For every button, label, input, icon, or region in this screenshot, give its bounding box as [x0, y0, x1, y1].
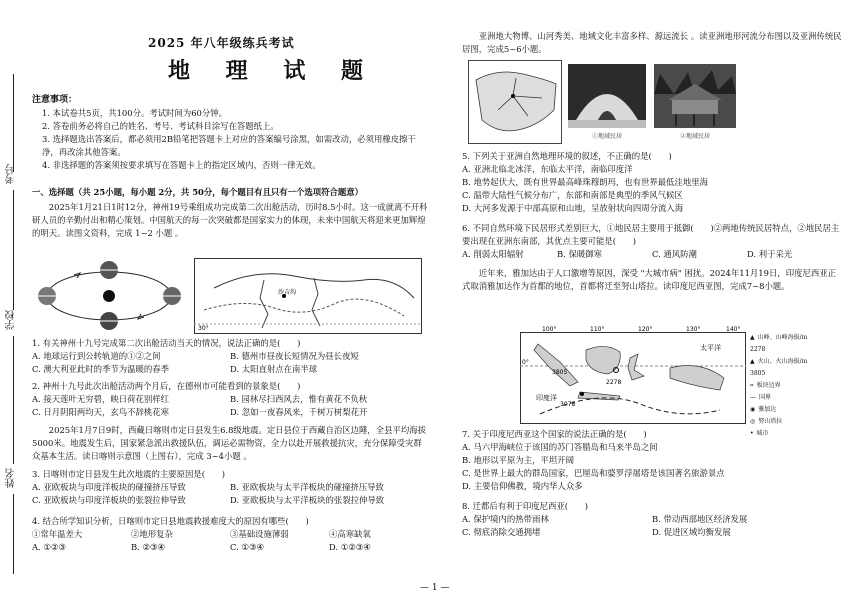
- option-a[interactable]: A. 地球运行到公转轨道的①②之间: [32, 351, 161, 362]
- notice-item: 1. 本试卷共5页，共100分。考试时间为60分钟。: [42, 108, 227, 118]
- notice-item: 3. 选择题选出答案后，都必须用2B铅笔把答题卡上对应的答案编号涂黑，如需改动，必须用橡皮擦干净，再改涂其他答案。: [42, 134, 416, 158]
- ocean-label-indian: 印度洋: [536, 394, 557, 402]
- earth-orbit-diagram: [34, 258, 184, 334]
- jakarta-marker: [580, 392, 584, 396]
- capital-icon: ◉: [750, 406, 756, 414]
- question-stem: 3. 日喀则市定日县发生此次地震的主要原因是( ): [32, 469, 226, 479]
- longitude-label: 110°: [590, 326, 605, 333]
- passage-2: 2025年1月7日9时，西藏日喀则市定日县发生6.8级地震。定日县位于西藏自治区边陲，全县平均海拔5000米。地震发生后，国家紧急派出救援队伍，调运必需物资，全力以赴开展救援抗灾，充分保障受灾群众基本生活。读日喀则示意图（上图右），完成 3~4小题 。: [32, 425, 427, 462]
- candidate-sidebar: [0, 0, 26, 603]
- option-d[interactable]: D. 忽如一夜春风来，千树万树梨花开: [230, 407, 368, 418]
- option-a[interactable]: A. ①②③: [32, 542, 66, 553]
- map-label-lat: 30°: [198, 325, 209, 332]
- figure-2: [468, 60, 738, 144]
- sidebar-line-bottom: [13, 336, 14, 464]
- option-b[interactable]: B. 德州市昼夜长短情况为昼长夜短: [230, 351, 359, 362]
- longitude-label: 100°: [542, 326, 557, 333]
- option-a[interactable]: A. 亚洲北临北冰洋，东临太平洋，南临印度洋: [462, 164, 633, 175]
- statement-item: ②地形复杂: [131, 529, 173, 540]
- legend-item: ╍ 板块边界: [750, 382, 781, 390]
- option-b[interactable]: B. 园林尽扫西风去，惟有黄花不负秋: [230, 394, 368, 405]
- mountain-icon: ▲: [750, 334, 755, 342]
- legend-item: ◉ 雅加达: [750, 406, 777, 414]
- right-column: [462, 0, 842, 603]
- legend-item: ▲ 山峰、山峰海拔/m: [750, 334, 808, 342]
- right-intro: 亚洲地大物博、山河秀美、地域文化丰富多样、源远流长 。读亚洲地形河流分布图以及亚洲传统民居图，完成5~6小题。: [462, 31, 842, 55]
- indonesia-map: [520, 324, 746, 424]
- legend-item: • 城市: [750, 430, 769, 438]
- option-c[interactable]: C. 亚欧板块与印度洋板块的张裂拉伸导致: [32, 495, 186, 506]
- subject-title: 地 理 试 题: [168, 58, 377, 84]
- option-b[interactable]: B. 带动西部地区经济发展: [652, 514, 748, 525]
- question-4: [32, 515, 428, 554]
- map-legend: [750, 332, 822, 440]
- longitude-label: 130°: [686, 326, 701, 333]
- new-capital-icon: ◎: [750, 418, 756, 426]
- option-a[interactable]: A. 马六甲海峡位于该国的苏门答腊岛和马来半岛之间: [462, 442, 658, 453]
- question-3: [32, 468, 428, 507]
- map-label-place: 沙吉沟: [278, 289, 297, 296]
- igloo-image: [568, 64, 646, 128]
- left-column: [28, 0, 428, 603]
- option-b[interactable]: B. 地势起伏大，既有世界最高峰珠穆朗玛，也有世界最低洼地里海: [462, 177, 708, 188]
- peak-label: 2278: [606, 379, 622, 386]
- option-d[interactable]: D. 大河多发源于中部高原和山地，呈放射状向四周分流入海: [462, 203, 684, 214]
- peak-label: 3078: [560, 401, 576, 408]
- photo-caption-1: ①地域民居: [591, 133, 622, 141]
- question-7: [462, 428, 842, 493]
- option-a[interactable]: A. 接天莲叶无穷碧，映日荷花别样红: [32, 394, 169, 405]
- sidebar-line-top: [13, 74, 14, 172]
- option-d[interactable]: D. ①②③④: [329, 542, 371, 553]
- option-d[interactable]: D. 太阳直射点在南半球: [230, 364, 318, 375]
- longitude-label: 120°: [638, 326, 653, 333]
- sidebar-label-name: 姓名: [6, 468, 17, 488]
- option-c[interactable]: C. ①③④: [230, 542, 264, 553]
- option-d[interactable]: D. 促进区域均衡发展: [652, 527, 731, 538]
- question-stem: 4. 结合所学知识分析，日喀则市定日县地震救援难度大的原因有哪些( ): [32, 516, 309, 526]
- sidebar-line-end: [13, 494, 14, 574]
- option-d[interactable]: D. 亚欧板块与太平洋板块的张裂拉伸导致: [230, 495, 385, 506]
- legend-item: — 国界: [750, 394, 772, 402]
- question-stem: 2. 神州十九号此次出舱活动两个月后，在德州市可能看到的景象是( ): [32, 381, 301, 391]
- option-c[interactable]: C. 通风防潮: [652, 249, 697, 260]
- dwelling-photo-2: [654, 64, 736, 141]
- question-stem: 6. 不同自然环境下民居形式差别巨大，①地民居主要用于抵御( )②两地传统民居特点，②地民居主要出现在亚洲东南部，其优点主要可能是( ): [462, 223, 840, 247]
- longitude-label: 140°: [726, 326, 741, 333]
- ocean-label-pacific: 太平洋: [700, 344, 721, 352]
- legend-item: ▲ 火山、火山海拔/m: [750, 358, 808, 366]
- question-6: [462, 222, 842, 261]
- sidebar-label-exam-no: 考号: [6, 164, 17, 184]
- passage-3: 近年来，雅加达由于人口激增等原因，深受 "大城市病" 困扰。2024年11月19日，印度尼西亚正式取消雅加达作为首都的地位，首都将迁至努山塔拉。读印度尼西亚图，完成7~8小题。: [462, 268, 836, 292]
- question-8: [462, 500, 842, 539]
- plate-boundary-icon: ╍: [750, 382, 754, 390]
- section-heading: 一、选择题（共 25小题，每小题 2分，共 50分，每个题目有且只有一个选项符合题意）: [32, 187, 364, 197]
- option-a[interactable]: A. 亚欧板块与印度洋板块的碰撞挤压导致: [32, 482, 186, 493]
- statement-item: ③基础设施薄弱: [230, 529, 289, 540]
- dwelling-photo-1: [568, 64, 646, 141]
- question-stem: 7. 关于印度尼西亚这个国家的说法正确的是( ): [462, 429, 647, 439]
- option-b[interactable]: B. ②③④: [131, 542, 166, 553]
- question-5: [462, 150, 842, 215]
- question-stem: 1. 有关神州十九号完成第二次出舱活动当天的情况，说法正确的是( ): [32, 338, 301, 348]
- volcano-icon: ▲: [750, 358, 755, 366]
- option-a[interactable]: A. 保护境内的热带雨林: [462, 514, 549, 525]
- sidebar-line-mid: [13, 190, 14, 310]
- option-c[interactable]: C. 彻底消除交通拥堵: [462, 527, 541, 538]
- figure-1: [34, 258, 424, 334]
- question-stem: 8. 迁都后有利于印度尼西亚( ): [462, 501, 589, 511]
- legend-item: [750, 368, 822, 380]
- option-a[interactable]: A. 削弱太阳辐射: [462, 249, 524, 260]
- question-2: [32, 380, 428, 419]
- peak-label: 3805: [552, 369, 568, 376]
- border-icon: —: [750, 394, 756, 402]
- notice-list: [42, 107, 426, 172]
- statement-item: ④高寒缺氧: [329, 529, 371, 540]
- rikaze-map: [194, 258, 422, 334]
- notice-item: 2. 答卷前务必将自己的姓名、考号、考试科目涂写在答题纸上。: [42, 121, 279, 132]
- legend-value: 3805: [750, 370, 766, 378]
- exam-title: 2025 年八年级练兵考试: [148, 36, 295, 50]
- page-number: — 1 —: [420, 583, 450, 593]
- notice-item: 4. 非选择题的答案须按要求填写在答题卡上的指定区域内，否则一律无效。: [42, 160, 321, 171]
- legend-item: [750, 344, 822, 356]
- equator-label: 0°: [522, 359, 529, 366]
- legend-item: ◎ 努山塔拉: [750, 418, 783, 426]
- asia-river-map: [468, 60, 562, 144]
- question-1: [32, 337, 428, 376]
- passage-1: 2025年1月21日1时12分，神州19号乘组成功完成第二次出舱活动，历时8.5小时。这一成就离不开科研人员的辛勤付出和精心策划。中国航天的每一次突破都是国家实力的体现，未来中国航天将迎来更加辉煌的明天。读图文资料，完成 1~2 小题 。: [32, 202, 428, 239]
- option-c[interactable]: C. 澳大利亚此时的季节为温暖的春季: [32, 364, 170, 375]
- statement-item: ①常年温差大: [32, 529, 83, 540]
- sidebar-label-school: 学校: [6, 310, 17, 330]
- stilt-house-image: [654, 64, 736, 128]
- photo-caption-2: ②地域民居: [679, 133, 710, 141]
- question-stem: 5. 下列关于亚洲自然地理环境的叙述，不正确的是( ): [462, 151, 672, 161]
- option-b[interactable]: B. 亚欧板块与太平洋板块的碰撞挤压导致: [230, 482, 384, 493]
- option-d[interactable]: D. 主要信仰佛教，境内华人众多: [462, 481, 583, 492]
- city-icon: •: [750, 430, 754, 438]
- option-c[interactable]: C. 日月阴阳两均天，玄鸟不辞桃花寒: [32, 407, 170, 418]
- notice-heading: 注意事项：: [32, 95, 78, 105]
- option-c[interactable]: C. 是世界上最大的群岛国家，巴厘岛和婆罗浮屠塔是该国著名旅游景点: [462, 468, 725, 479]
- option-c[interactable]: C. 温带大陆性气候分布广，东部和南部是典型的季风气候区: [462, 190, 683, 201]
- option-b[interactable]: B. 地形以平原为主，平坦开阔: [462, 455, 574, 466]
- option-d[interactable]: D. 利于采光: [747, 249, 793, 260]
- legend-value: 2278: [750, 346, 766, 354]
- option-b[interactable]: B. 保暖御寒: [557, 249, 602, 260]
